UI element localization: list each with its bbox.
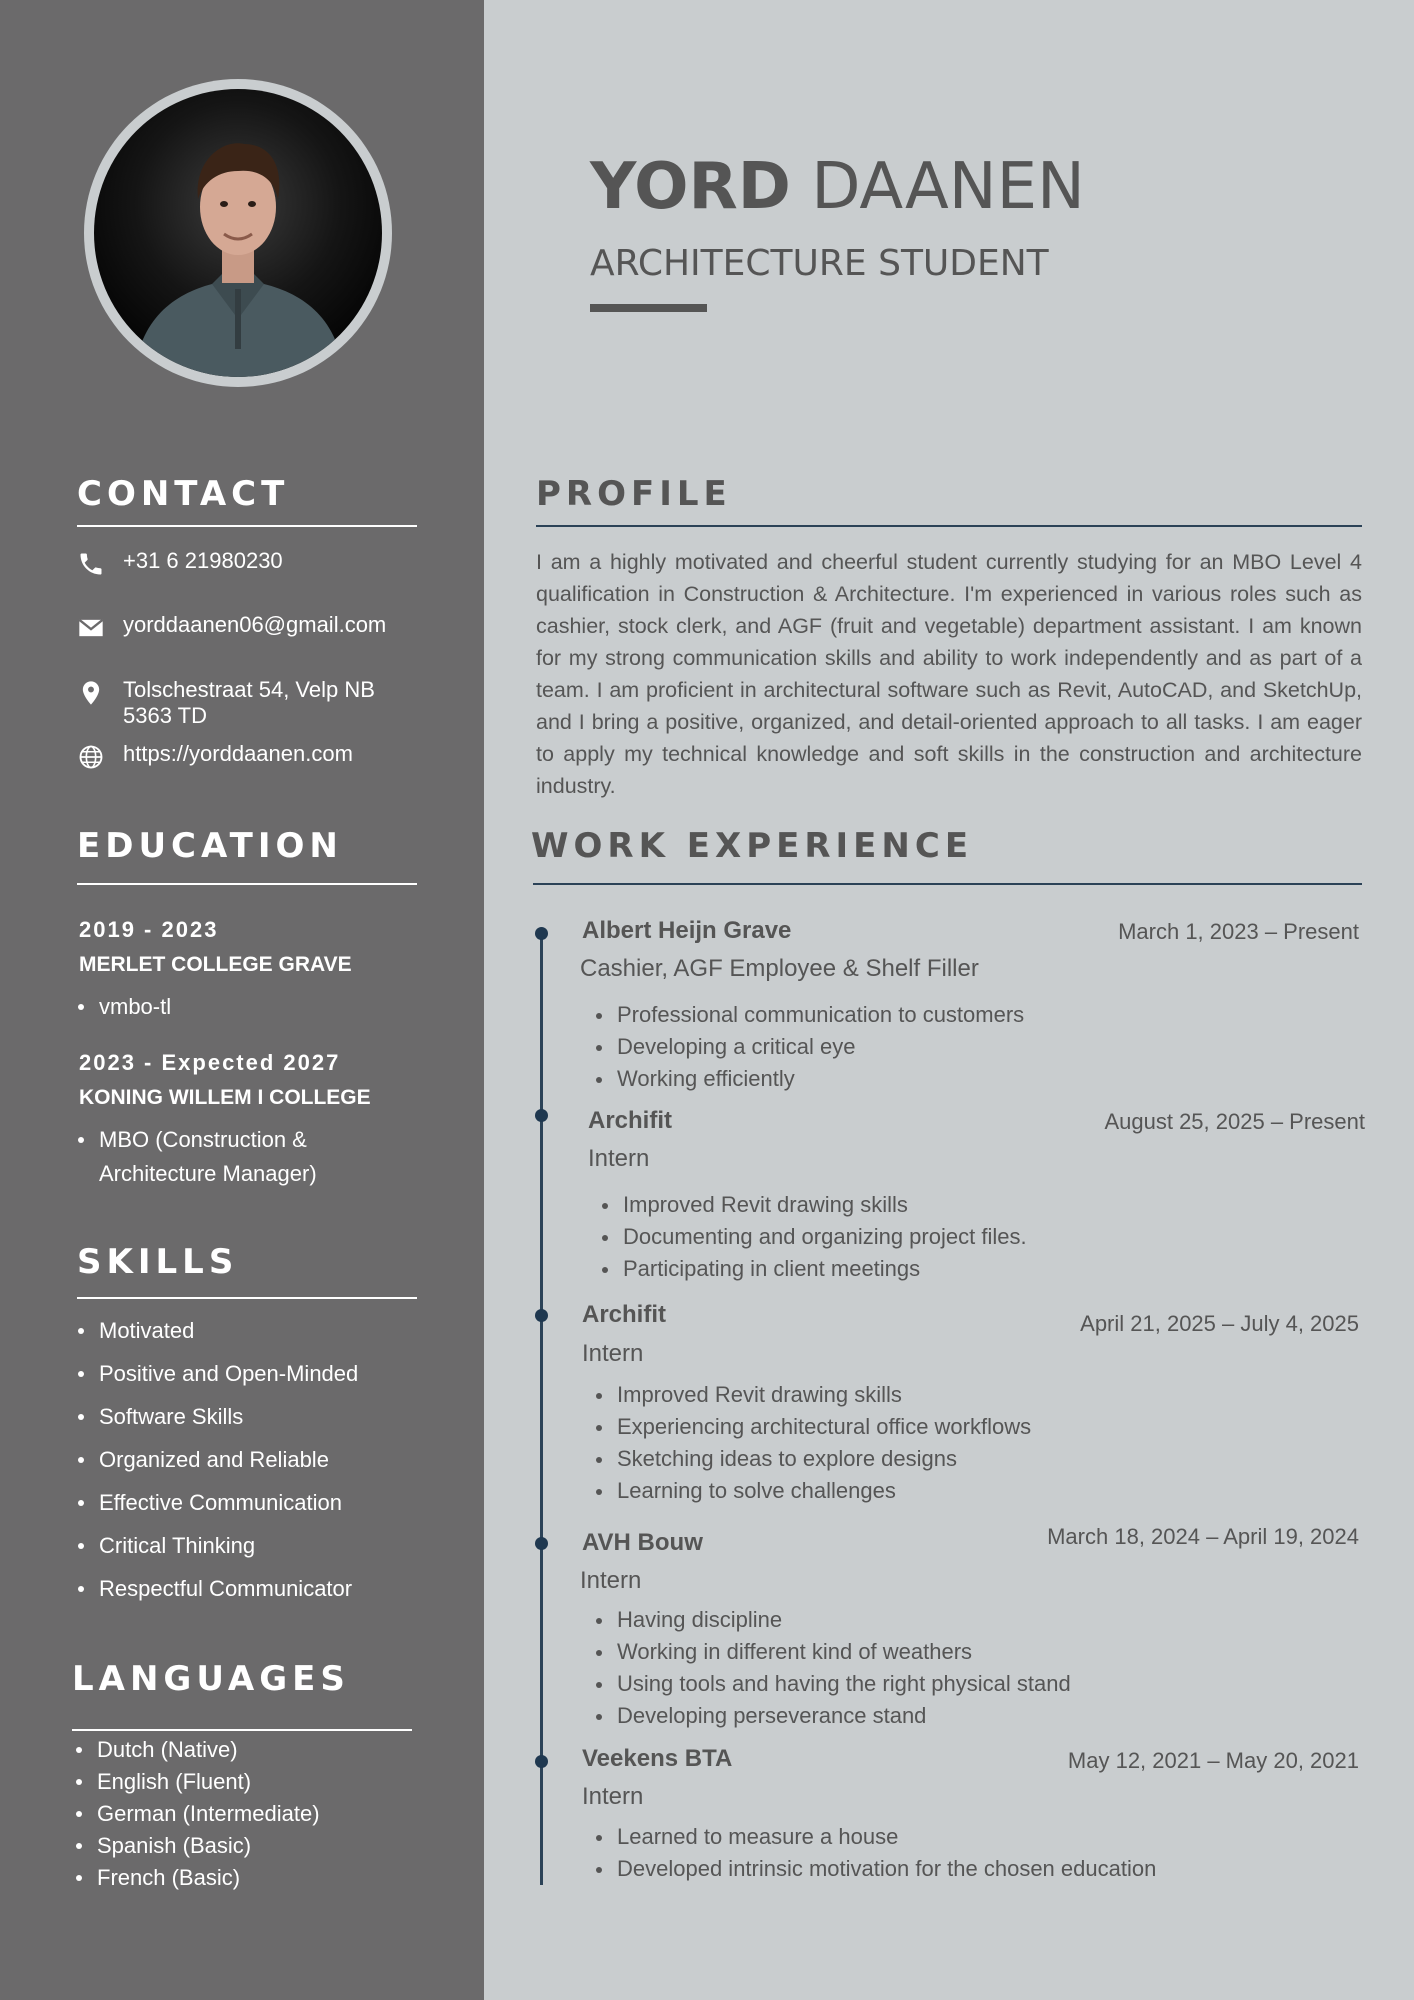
job-company: Veekens BTA <box>582 1745 733 1772</box>
job-duties <box>617 1000 1024 1096</box>
contact-divider <box>77 525 417 527</box>
education-details <box>99 990 171 1024</box>
location-pin-icon <box>77 679 105 707</box>
last-name: DAANEN <box>811 150 1085 224</box>
job-duty: Developed intrinsic motivation for the chosen education <box>617 1854 1156 1886</box>
job-duty: Improved Revit drawing skills <box>617 1380 1031 1412</box>
contact-phone[interactable]: +31 6 21980230 <box>123 548 283 573</box>
job-date: May 12, 2021 – May 20, 2021 <box>1067 1748 1359 1773</box>
job-title: ARCHITECTURE STUDENT <box>590 243 1049 284</box>
job-duty: Working in different kind of weathers <box>617 1637 1071 1669</box>
language-item: German (Intermediate) <box>97 1799 320 1831</box>
job-duty: Working efficiently <box>617 1064 1024 1096</box>
skill-item: Motivated <box>99 1316 358 1359</box>
job-duty: Documenting and organizing project files. <box>623 1222 1027 1254</box>
job-duty: Learned to measure a house <box>617 1822 1156 1854</box>
language-item: Dutch (Native) <box>97 1735 320 1767</box>
phone-icon <box>77 550 105 578</box>
languages-heading: LANGUAGES <box>72 1659 350 1699</box>
globe-icon <box>77 743 105 771</box>
education-years: 2019 - 2023 <box>79 917 219 942</box>
education-school: MERLET COLLEGE GRAVE <box>79 953 352 976</box>
job-duties <box>617 1380 1031 1508</box>
job-duty: Sketching ideas to explore designs <box>617 1444 1031 1476</box>
contact-website-row <box>77 741 457 771</box>
work-experience-heading: WORK EXPERIENCE <box>531 826 974 866</box>
job-duty: Improved Revit drawing skills <box>623 1190 1027 1222</box>
sidebar <box>0 0 484 2000</box>
timeline-dot <box>535 1755 548 1768</box>
job-duty: Professional communication to customers <box>617 1000 1024 1032</box>
education-divider <box>77 883 417 885</box>
job-duty: Developing perseverance stand <box>617 1701 1071 1733</box>
education-details <box>99 1123 317 1191</box>
address-line-1: Tolschestraat 54, Velp NB <box>123 677 375 702</box>
education-school: KONING WILLEM I COLLEGE <box>79 1086 371 1109</box>
profile-heading: PROFILE <box>536 474 732 514</box>
contact-website[interactable]: https://yorddaanen.com <box>123 741 353 766</box>
job-date: April 21, 2025 – July 4, 2025 <box>1080 1311 1359 1336</box>
contact-email-row <box>77 612 457 642</box>
profile-photo <box>94 89 382 377</box>
contact-address-row <box>77 677 457 729</box>
skill-item: Critical Thinking <box>99 1531 358 1574</box>
job-duties <box>617 1822 1156 1886</box>
education-detail-line: Architecture Manager) <box>99 1161 317 1186</box>
education-years: 2023 - Expected 2027 <box>79 1050 341 1075</box>
job-company: AVH Bouw <box>582 1529 703 1556</box>
contact-heading: CONTACT <box>77 474 290 514</box>
title-accent-bar <box>590 304 707 312</box>
education-detail-item <box>99 1123 317 1191</box>
job-duty: Developing a critical eye <box>617 1032 1024 1064</box>
education-detail-item: vmbo-tl <box>99 990 171 1024</box>
job-company: Archifit <box>588 1107 672 1134</box>
work-experience-divider <box>533 883 1362 885</box>
languages-divider <box>72 1729 412 1731</box>
skill-item: Effective Communication <box>99 1488 358 1531</box>
job-duty: Experiencing architectural office workflows <box>617 1412 1031 1444</box>
contact-email[interactable]: yorddaanen06@gmail.com <box>123 612 387 637</box>
skill-item: Positive and Open-Minded <box>99 1359 358 1402</box>
mail-icon <box>77 614 105 642</box>
job-role: Intern <box>582 1340 644 1367</box>
first-name: YORD <box>590 150 791 224</box>
job-company: Albert Heijn Grave <box>582 917 792 944</box>
skill-item: Respectful Communicator <box>99 1574 358 1617</box>
profile-text: I am a highly motivated and cheerful student currently studying for an MBO Level 4 qualification in Construction & Architecture. I'm experienced in various roles such as cashier, stock clerk, and AGF (fruit and vegetable) department assistant. I am known for my strong communication skills and ability to work independently and as part of a team. I am proficient in architectural software such as Revit, AutoCAD, and SketchUp, and I bring a positive, organized, and detail-oriented approach to all tasks. I am eager to apply my technical knowledge and soft skills in the construction and architecture industry. <box>536 550 1362 798</box>
job-role: Intern <box>582 1783 644 1810</box>
timeline-dot <box>535 1537 548 1550</box>
education-detail-line: MBO (Construction & <box>99 1127 307 1152</box>
timeline-line <box>540 933 543 1885</box>
job-duties <box>623 1190 1027 1286</box>
address-line-2: 5363 TD <box>123 703 207 728</box>
job-date: August 25, 2025 – Present <box>1104 1109 1365 1134</box>
timeline-dot <box>535 927 548 940</box>
profile-photo-frame <box>84 79 392 387</box>
languages-list <box>97 1735 320 1895</box>
main-content <box>484 0 1414 2000</box>
timeline-dot <box>535 1109 548 1122</box>
profile-divider <box>536 525 1362 527</box>
job-company: Archifit <box>582 1301 666 1328</box>
contact-phone-row <box>77 548 457 578</box>
job-duty: Learning to solve challenges <box>617 1476 1031 1508</box>
language-item: French (Basic) <box>97 1863 320 1895</box>
language-item: Spanish (Basic) <box>97 1831 320 1863</box>
job-duties <box>617 1605 1071 1733</box>
job-date: March 18, 2024 – April 19, 2024 <box>1047 1524 1359 1549</box>
skill-item: Organized and Reliable <box>99 1445 358 1488</box>
job-role: Cashier, AGF Employee & Shelf Filler <box>580 955 979 982</box>
job-date: March 1, 2023 – Present <box>1118 919 1359 944</box>
skills-divider <box>77 1297 417 1299</box>
job-role: Intern <box>588 1145 650 1172</box>
skills-heading: SKILLS <box>77 1242 239 1282</box>
timeline-dot <box>535 1309 548 1322</box>
skills-list <box>99 1316 358 1617</box>
job-duty: Using tools and having the right physical stand <box>617 1669 1071 1701</box>
skill-item: Software Skills <box>99 1402 358 1445</box>
job-duty: Having discipline <box>617 1605 1071 1637</box>
job-role: Intern <box>580 1567 642 1594</box>
contact-address <box>123 677 375 729</box>
job-duty: Participating in client meetings <box>623 1254 1027 1286</box>
language-item: English (Fluent) <box>97 1767 320 1799</box>
full-name <box>590 150 1085 224</box>
education-heading: EDUCATION <box>77 826 343 866</box>
